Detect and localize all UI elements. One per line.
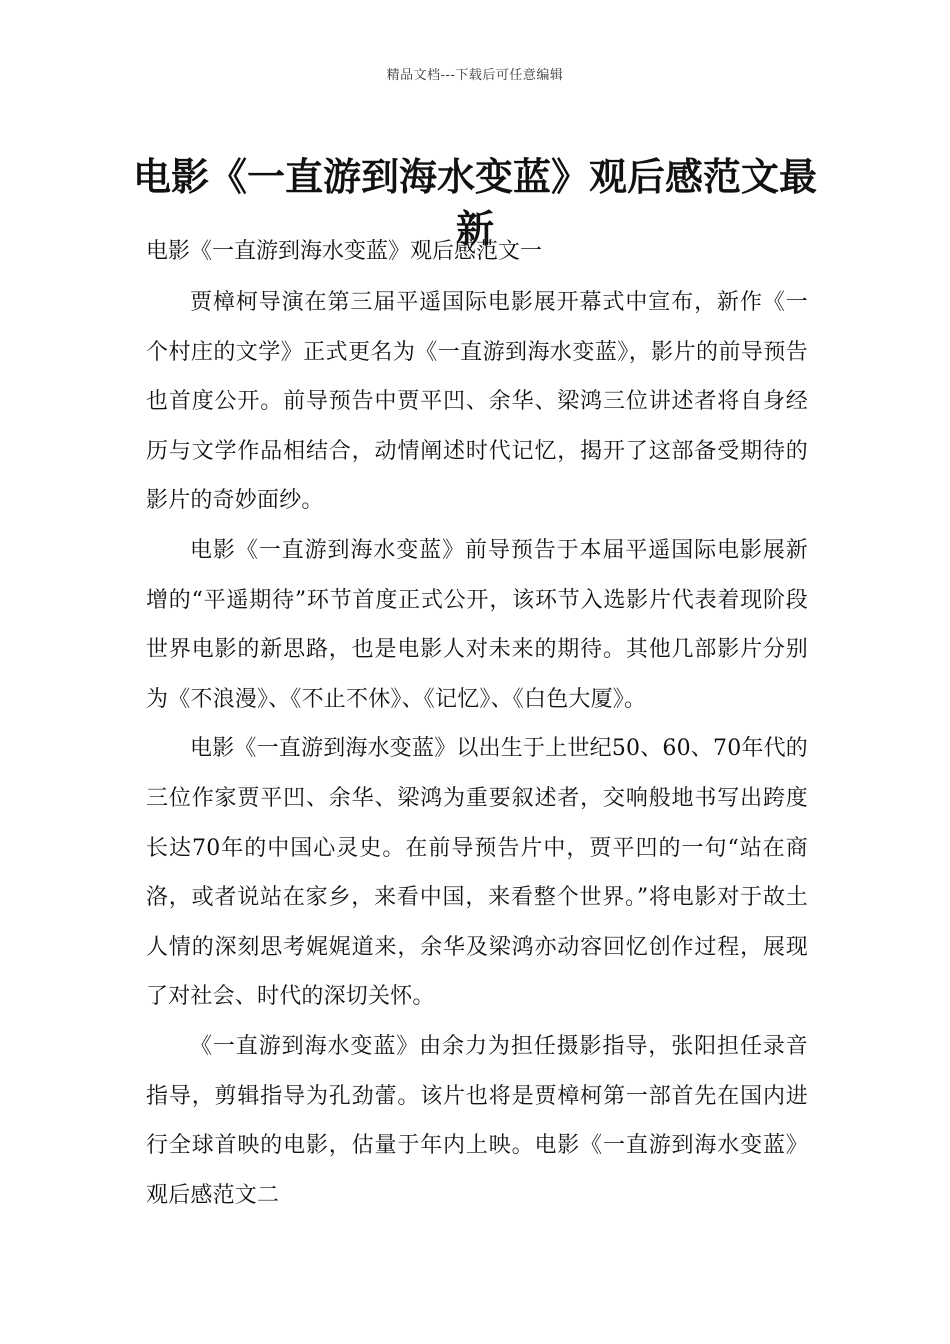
section-heading: 电影《一直游到海水变蓝》观后感范文一	[146, 239, 543, 264]
paragraph-4: 《一直游到海水变蓝》由余力为担任摄影指导，张阳担任录音指导，剪辑指导为孔劲蕾。该片也将是贾樟柯第一部首先在国内进行全球首映的电影，估量于年内上映。电影《一直游到海水变蓝》观后感范文二	[146, 1033, 808, 1208]
paragraph-3: 电影《一直游到海水变蓝》以出生于上世纪50、60、70年代的三位作家贾平凹、余华、梁鸿为重要叙述者，交响般地书写出跨度长达70年的中国心灵史。在前导预告片中，贾平凹的一句“站在商洛，或者说站在家乡，来看中国，来看整个世界。”将电影对于故土人情的深刻思考娓娓道来，余华及梁鸿亦动容回忆创作过程，展现了对社会、时代的深切关怀。	[146, 736, 808, 1010]
paragraph-2: 电影《一直游到海水变蓝》前导预告于本届平遥国际电影展新增的“平遥期待”环节首度正式公开，该环节入选影片代表着现阶段世界电影的新思路，也是电影人对未来的期待。其他几部影片分别为《不浪漫》、《不止不休》、《记忆》、《白色大厦》。	[146, 537, 808, 712]
header-note: 精品文档---下载后可任意编辑	[386, 68, 564, 83]
paragraph-1: 贾樟柯导演在第三届平遥国际电影展开幕式中宣布，新作《一个村庄的文学》正式更名为《一直游到海水变蓝》，影片的前导预告也首度公开。前导预告中贾平凹、余华、梁鸿三位讲述者将自身经历与文学作品相结合，动情阐述时代记忆，揭开了这部备受期待的影片的奇妙面纱。	[146, 290, 808, 514]
document-body	[146, 278, 808, 1220]
document-title: 电影《一直游到海水变蓝》观后感范文最新	[132, 155, 817, 252]
